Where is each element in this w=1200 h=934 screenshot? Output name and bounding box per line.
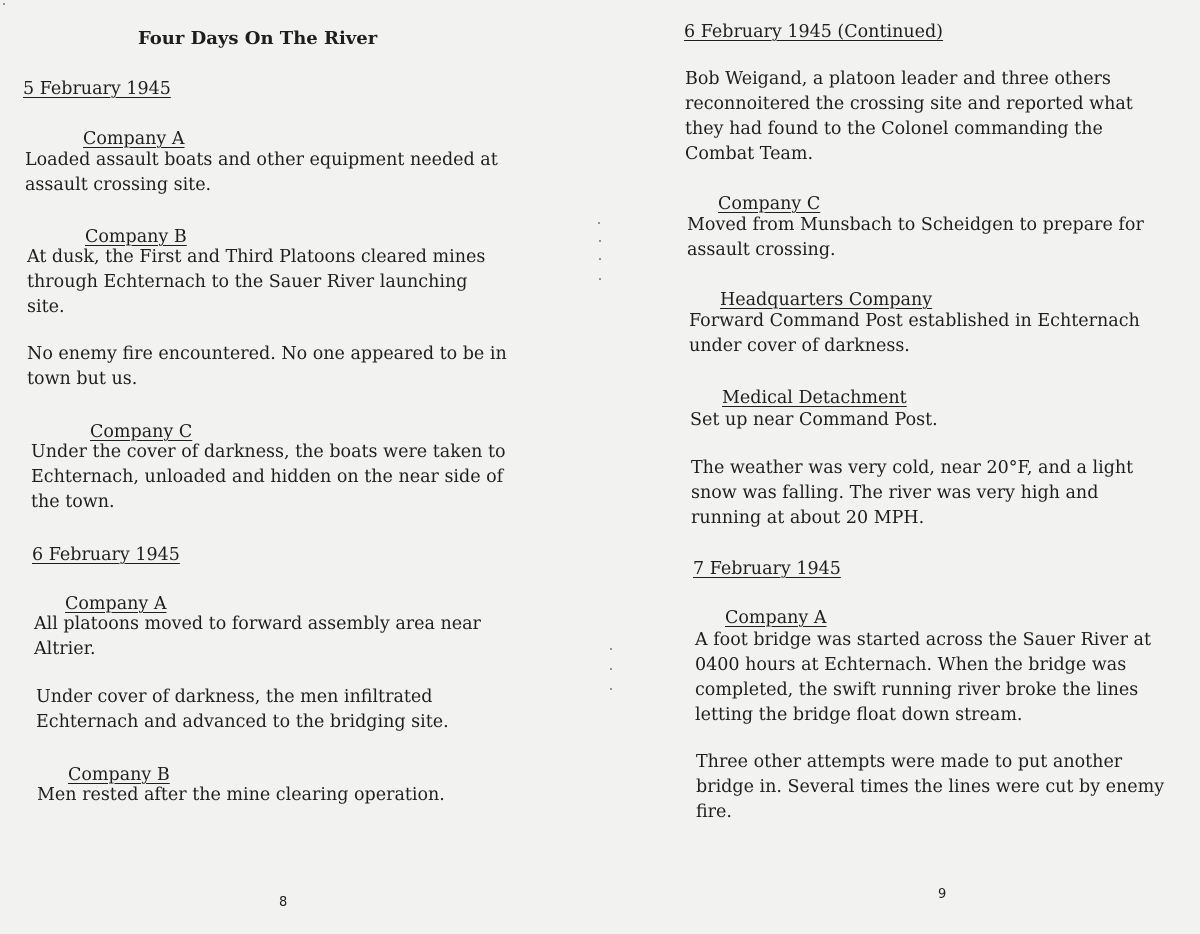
body-line: No enemy fire encountered. No one appeared to be in: [27, 344, 507, 364]
body-line: Loaded assault boats and other equipment needed at: [25, 150, 498, 170]
body-line: Set up near Command Post.: [690, 410, 938, 430]
body-line: letting the bridge float down stream.: [695, 705, 1023, 725]
scan-speck: [610, 648, 612, 650]
body-line: Forward Command Post established in Echternach: [689, 311, 1140, 331]
company-c-heading: Company C: [718, 194, 821, 214]
body-line: A foot bridge was started across the Sauer River at: [695, 630, 1152, 650]
body-line: running at about 20 MPH.: [691, 508, 925, 528]
medical-detachment-heading: Medical Detachment: [722, 388, 907, 408]
body-line: the town.: [31, 492, 115, 512]
body-line: Combat Team.: [685, 144, 814, 164]
date-heading-6-feb: 6 February 1945: [32, 545, 180, 565]
body-line: under cover of darkness.: [689, 336, 910, 356]
body-line: fire.: [696, 802, 732, 822]
scan-speck: [3, 3, 5, 5]
body-line: Bob Weigand, a platoon leader and three others: [685, 69, 1111, 89]
scan-speck: [610, 688, 612, 690]
body-line: reconnoitered the crossing site and reported what: [685, 94, 1133, 114]
body-line: At dusk, the First and Third Platoons cleared mines: [27, 247, 486, 267]
body-line: site.: [27, 297, 65, 317]
scan-speck: [599, 258, 601, 260]
company-a-heading: Company A: [725, 608, 827, 628]
scan-speck: [599, 240, 601, 242]
body-line: All platoons moved to forward assembly area near: [34, 614, 481, 634]
body-line: Altrier.: [34, 639, 96, 659]
right-page: [600, 0, 1200, 934]
company-b-heading: Company B: [68, 765, 170, 785]
body-line: Moved from Munsbach to Scheidgen to prepare for: [687, 215, 1144, 235]
body-line: town but us.: [27, 369, 138, 389]
body-line: Under cover of darkness, the men infiltrated: [36, 687, 433, 707]
company-c-heading: Company C: [90, 422, 193, 442]
date-heading-5-feb: 5 February 1945: [23, 79, 171, 99]
body-line: 0400 hours at Echternach. When the bridge was: [695, 655, 1127, 675]
body-line: Echternach, unloaded and hidden on the near side of: [31, 467, 504, 487]
company-b-heading: Company B: [85, 227, 187, 247]
body-line: they had found to the Colonel commanding the: [685, 119, 1103, 139]
body-line: Echternach and advanced to the bridging site.: [36, 712, 449, 732]
body-line: Under the cover of darkness, the boats were taken to: [31, 442, 506, 462]
date-heading-6-feb-continued: 6 February 1945 (Continued): [684, 22, 944, 42]
scan-speck: [610, 668, 612, 670]
page-number: 9: [938, 887, 947, 902]
body-line: The weather was very cold, near 20°F, and a light: [691, 458, 1134, 478]
body-line: Three other attempts were made to put another: [696, 752, 1123, 772]
company-a-heading: Company A: [83, 129, 185, 149]
body-line: assault crossing site.: [25, 175, 212, 195]
company-a-heading: Company A: [65, 594, 167, 614]
scan-speck: [598, 222, 600, 224]
page-number: 8: [279, 895, 288, 910]
scan-speck: [599, 278, 601, 280]
body-line: through Echternach to the Sauer River launching: [27, 272, 468, 292]
date-heading-7-feb: 7 February 1945: [693, 559, 841, 579]
body-line: snow was falling. The river was very high and: [691, 483, 1099, 503]
body-line: Men rested after the mine clearing operation.: [37, 785, 445, 805]
document-title: Four Days On The River: [138, 28, 378, 49]
headquarters-company-heading: Headquarters Company: [720, 290, 933, 310]
body-line: bridge in. Several times the lines were cut by enemy: [696, 777, 1165, 797]
body-line: completed, the swift running river broke the lines: [695, 680, 1139, 700]
body-line: assault crossing.: [687, 240, 836, 260]
